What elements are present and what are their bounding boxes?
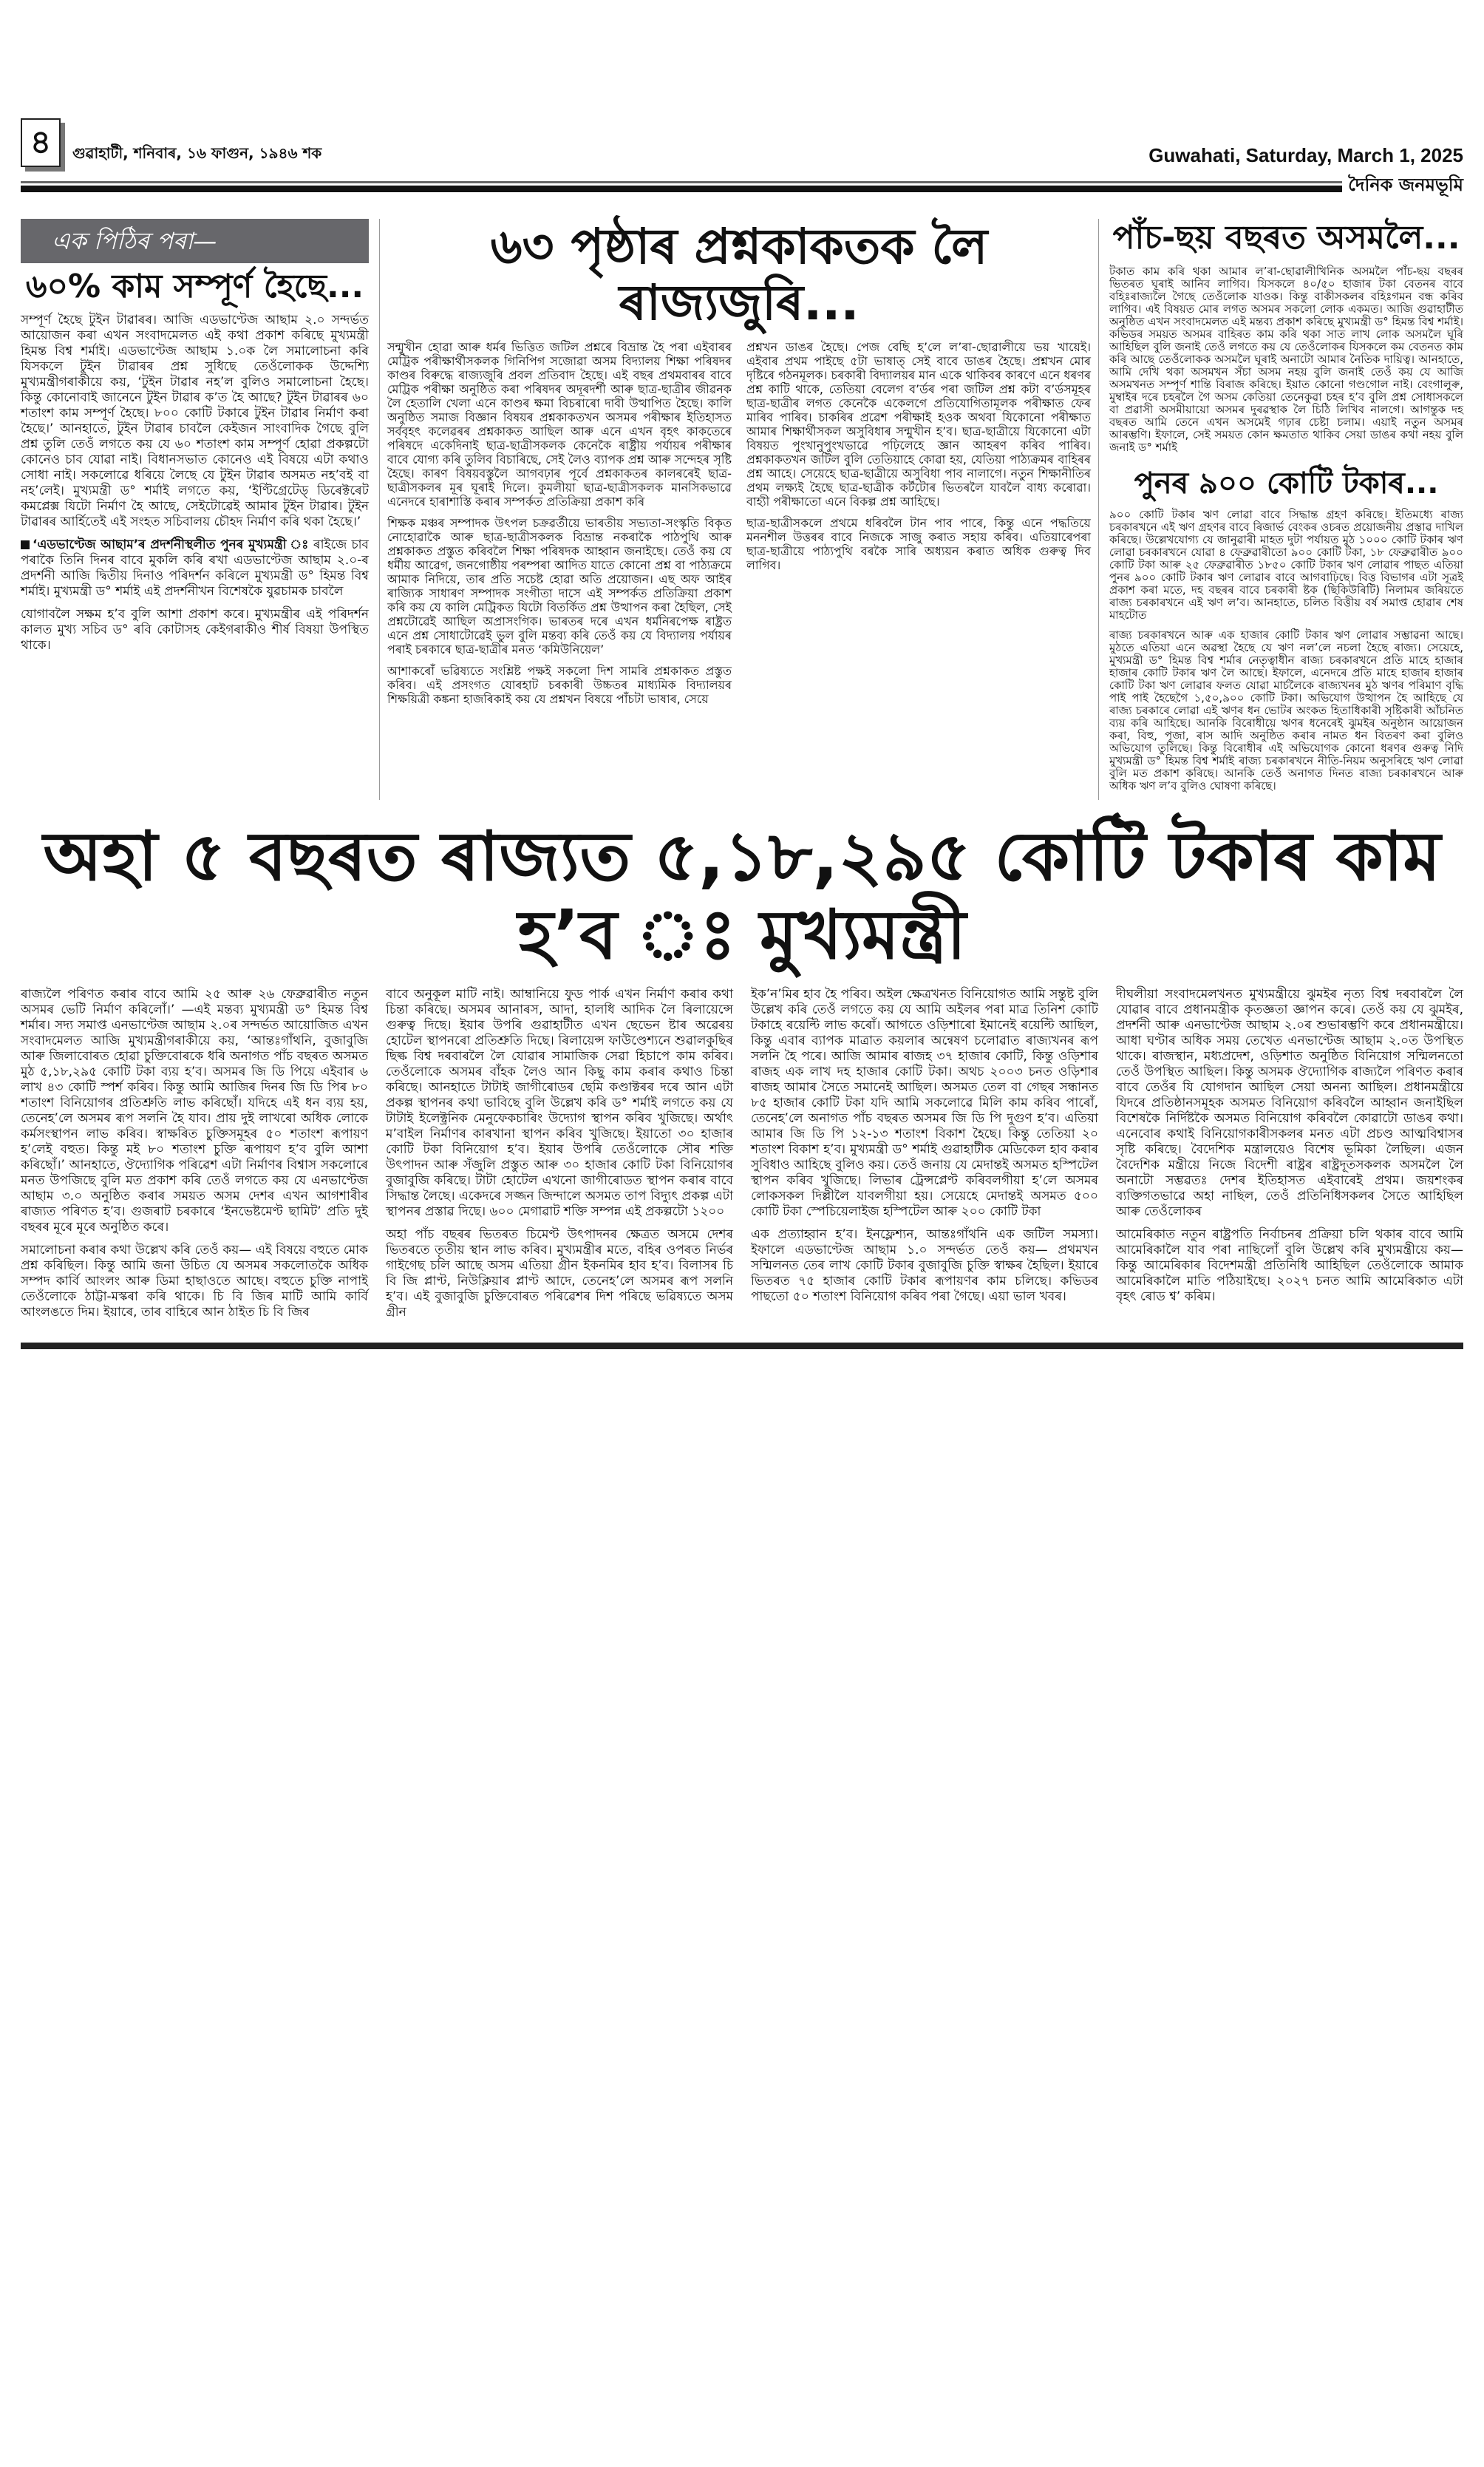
paragraph: দীঘলীয়া সংবাদমেলখনত মুখ্যমন্ত্ৰীয়ে ঝুমইৰ নৃত্য বিশ্ব দৰবাৰলৈ লৈ যোৱাৰ বাবে প্ৰধানমন্ত্ৰীক কৃতজ্ঞতা জ্ঞাপন কৰে। তেওঁ কয় যে ঝুমইৰ, প্ৰদৰ্শনী আৰু এনভাণ্টেজ আছাম ২.০ৰ শুভাৰম্ভণি কৰে প্ৰধানমন্ত্ৰীয়ে। আধা ঘণ্টাৰ অধিক সময় তেখেত এনভাণ্টেজ আছাম ২.০ত উপস্থিত থাকে। ৰাজস্থান, মধ্যপ্ৰদেশ, ওড়িশাত অনুষ্ঠিত বিনিয়োগ সন্মিলনতো তেওঁ উপস্থিত আছিল। কিন্তু অসমক ঔদ্যোগিক ৰাজ্যলৈ পৰিণত কৰাৰ বাবে তেওঁৰ যি যোগদান আছিল সেয়া অনন্য আছিল। প্ৰধানমন্ত্ৰীয়ে যিদৰে প্ৰতিষ্ঠানসমূহক অসমত বিনিয়োগ কৰিবলৈ আহ্বান জনাইছিল বিশেষকৈ নিৰ্দিষ্টকৈ অসমত বিনিয়োগ কৰিবলৈ কোৱাটো ডাঙৰ কথা। এনেবোৰ কথাই বিনিয়োগকাৰীসকলৰ মনত এটা প্ৰচণ্ড আত্মবিশ্বাসৰ সৃষ্টি কৰিছে। বৈদেশিক মন্ত্ৰালয়েও বিশেষ ভূমিকা লৈছিল। এজন বৈদেশিক মন্ত্ৰীয়ে নিজে বিদেশী ৰাষ্ট্ৰৰ ৰাষ্ট্ৰদূতসকলক অসমলৈ লৈ অনাটো সম্ভৱতঃ দেশৰ ইতিহাসত এইবাৰেই প্ৰথম। জয়শংকৰ ব্যক্তিগতভাৱে অহা নাছিল, তেওঁ প্ৰতিনিধিসকলৰ সৈতে আহিছিল আৰু তেওঁলোকৰ xyxy=(1116,987,1463,1220)
left-headline: ৬০% কাম সম্পূৰ্ণ হৈছে... xyxy=(25,268,364,305)
paragraph xyxy=(21,537,369,600)
masthead: দৈনিক জনমভূমি xyxy=(1348,174,1463,195)
page-number: ৪ xyxy=(21,118,61,167)
header-rules xyxy=(21,172,1463,201)
lead-col-3 xyxy=(751,987,1098,1328)
paragraph: যোগাবলৈ সক্ষম হ’ব বুলি আশা প্ৰকাশ কৰে। মুখ্যমন্ত্ৰীৰ এই পৰিদৰ্শন কালত মুখ্য সচিব ড° ৰবি কোটাসহ কেইগৰাকীও শীৰ্ষ বিষয়া উপস্থিত থাকে। xyxy=(21,606,369,653)
newspaper-page xyxy=(21,0,1463,1453)
subhead: ‘এডভাণ্টেজ আছাম’ৰ প্ৰদৰ্শনীস্থলীত পুনৰ মুখ্যমন্ত্ৰী ঃ xyxy=(33,537,309,552)
middle-article xyxy=(379,219,1099,800)
right-articles xyxy=(1109,219,1463,800)
header-rule-thin xyxy=(21,181,1342,183)
lead-col-4 xyxy=(1116,987,1463,1328)
paragraph: ইক’ন’মিৰ হাব হৈ পৰিব। অইল ক্ষেত্ৰখনত বিনিয়োগত আমি সন্তুষ্ট বুলি উল্লেখ কৰি তেওঁ লগতে কয় যে আমি অইলৰ পৰা মাত্ৰ তিনিশ কোটি টকাহে ৰয়েল্টি লাভ কৰোঁ। আগতে ওড়িশাৰো ইমানেই ৰয়েল্টি আছিল, কিন্তু এবাৰ ব্যাপক মাত্ৰাত কয়লাৰ অন্বেষণ চলোৱাত ৰাজ্যখনৰ ৰূপ সলনি হৈ পৰে। আজি আমাৰ ৰাজহ ৩৭ হাজাৰ কোটি, কিন্তু ওড়িশাৰ ৰাজহ এক লাখ দহ হাজাৰ কোটি টকা। অথচ ২০০৩ চনত ওড়িশাৰ ৰাজহ আমাৰ সৈতে সমানেই আছিল। অসমত তেল বা গেছৰ সন্ধানত ৮৫ হাজাৰ কোটি টকা যদি আমি সকলোৱে মিলি কাম কৰিব পাৰোঁ, তেনেহ’লে অনাগত পাঁচ বছৰত অসমৰ জি ডি পি দুগুণ হ’ব। এতিয়া আমাৰ জি ডি পি ১২-১৩ শতাংশ বিকাশ হৈছে। কিন্তু তেতিয়া ২০ শতাংশ বিকাশ হ’ব। মুখ্যমন্ত্ৰী ড° শৰ্মাই গুৱাহাটীক মেডিকেল হাব কৰাৰ সুবিধাও আহিছে বুলিও কয়। তেওঁ জনায় যে মেদান্তই অসমত হস্পিটেল স্থাপন কৰিব খুজিছে। লিভাৰ ট্ৰেন্সপ্লেণ্ট কৰিবলগীয়া হ’লে অসমৰ লোকসকল দিল্লীলৈ যাবলগীয়া হয়। সেয়েহে মেদান্তই অসমত ৫০০ কোটি টকা স্পেচিয়েলাইজ হস্পিটেল আৰু ২০০ কোটি টকা xyxy=(751,987,1098,1220)
middle-headline: ৬৩ পৃষ্ঠাৰ প্ৰশ্নকাকতক লৈ ৰাজ্যজুৰি... xyxy=(490,218,988,331)
paragraph: অহা পাঁচ বছৰৰ ভিতৰত চিমেণ্ট উৎপাদনৰ ক্ষেত্ৰত অসমে দেশৰ ভিতৰতে তৃতীয় স্থান লাভ কৰিব। মুখ্যমন্ত্ৰীৰ মতে, বহিৰ ওপৰত নিৰ্ভৰ গাইগেছ চলি আছে অসম এতিয়া গ্ৰীন ইকনমিৰ হাব হ’ব। বিলাসৰ চি বি জি প্লাণ্ট, নিউক্লিয়াৰ প্লাণ্ট আদে, তেনেহ’লে অসমৰ ৰূপ সলনি হ’ব। এই বুজাবুজি চুক্তিবোৰত পৰিৱেশৰ দিশ পৰিছে ভৱিষ্যতে অসম গ্ৰীন xyxy=(386,1227,733,1320)
header-rule-thick xyxy=(21,186,1342,192)
paragraph: বাবে অনুকূল মাটি নাই। আম্বানিয়ে ফুড পাৰ্ক এখন নিৰ্মাণ কৰাৰ কথা চিন্তা কৰিছে। অসমৰ আনাৰস, আদা, হালধি আদিক লৈ ৰিলায়েন্সে গুৰুত্ব দিছে। ইয়াৰ উপৰি গুৱাহাটীত এখন ছেভেন ষ্টাৰ অৱেৰয় হোটেল স্থাপনৰো প্ৰতিশ্ৰুতি দিছে। ৰিলায়েন্স ফাউণ্ডেশ্যনে শুৱালকুছিৰ ছিল্ক বিশ্ব দৰবাৰলৈ লৈ যোৱাৰ সামাজিক সেৱা হিচাপে কাম কৰিব। তেওঁলোকে অসমৰ বাঁহক লৈও আন কিছু কাম কৰাৰ কথাও চিন্তা কৰিছে। আনহাতে টাটাই জাগীৰোডৰ ছেমি কণ্ডাক্টৰৰ দৰে আন এটা প্ৰকল্প স্থাপনৰ কথা ভাবিছে বুলি উল্লেখ কৰি ড° শৰ্মাই লগতে কয় যে টাটাই ইলেক্ট্ৰনিক মেনুফেকচাৰিং উদ্যোগ স্থাপন কৰিব খুজিছে। অৰ্থাৎ ম’বাইল নিৰ্মাণৰ কাৰখানা স্থাপন কৰিব খুজিছে। ইয়াতো ৩০ হাজাৰ কোটি টকা বিনিয়োগ হ’ব। ইয়াৰ উপৰি তেওঁলোকে সৌৰ শক্তি উৎপাদন আৰু সঁজুলি প্ৰস্তুত আৰু ৩০ হাজাৰ কোটি টকা বিনিয়োগৰ বুজাবুজি কৰিছে। টাটা হোটেল এখনো জাগীৰোডত স্থাপন কৰাৰ বাবে সিদ্ধান্ত লৈছে। একেদৰে সজ্জন জিন্দালে অসমত তাপ বিদ্যুৎ প্ৰকল্প এটা স্থাপনৰ প্ৰস্তাৱ দিছে। ৬০০ মেগাৱাট শক্তি সম্পন্ন এই প্ৰকল্পটো ১২০০ xyxy=(386,987,733,1220)
paragraph: ৰাজ্য চৰকাৰখনে আৰু এক হাজাৰ কোটি টকাৰ ঋণ লোৱাৰ সম্ভাৱনা আছে। মুঠতে এতিয়া এনে অৱস্থা হৈছে যে ঋণ নল’লে নচলা হৈছে ৰাজ্য। সেয়েহে, মুখ্যমন্ত্ৰী ড° হিমন্ত বিশ্ব শৰ্মাৰ নেতৃত্বাধীন ৰাজ্য চৰকাৰখনে প্ৰতি মাহে হাজাৰ হাজাৰ কোটি টকাৰ ঋণ লৈ আছে। ইফালে, এনেদৰে প্ৰতি মাহে হাজাৰ হাজাৰ কোটি টকা ঋণ লোৱাৰ ফলত যোৱা মাৰ্চলৈকে ৰাজ্যখনৰ মুঠ ঋণৰ পৰিমাণ বৃদ্ধি পাই পাই হৈছেগৈ ১,৫০,৯০০ কোটি টকা। অভিযোগ উত্থাপন হৈ আহিছে যে ৰাজ্য চৰকাৰে লোৱা এই ঋণৰ ধন ভোটৰ অংকত হিতাধিকাৰী সৃষ্টিকাৰী আঁচনিত ব্যয় কৰি আহিছে। আনকি বিৰোধীয়ে ঋণৰ ধনেৰেই ঝুমইৰ অনুষ্ঠান আয়োজন কৰা, বিহু, পূজা, ৰাস আদি অনুষ্ঠিত কৰাৰ নামত ধন বিতৰণ কৰা বুলিও অভিযোগ তুলিছে। কিন্তু বিৰোধীৰ এই অভিযোগক কোনো ধৰণৰ গুৰুত্ব নিদি মুখ্যমন্ত্ৰী ড° হিমন্ত বিশ্ব শৰ্মাই ৰাজ্য চৰকাৰখনে নীতি-নিয়ম অনুসৰিহে ঋণ লোৱা বুলি মত প্ৰকাশ কৰিছে। আনকি তেওঁ অনাগত দিনত ৰাজ্য চৰকাৰখনে আৰু অধিক ঋণ ল’ব বুলিও ঘোষণা কৰিছে। xyxy=(1109,628,1463,793)
paragraph: সম্পূৰ্ণ হৈছে টুইন টাৱাৰৰ। আজি এডভাণ্টেজ আছাম ২.০ সন্দৰ্ভত আয়োজন কৰা এখন সংবাদমেলত এই কথা প্ৰকাশ কৰিছে মুখ্যমন্ত্ৰী হিমন্ত বিশ্ব শৰ্মাই। এডভাণ্টেজ আছাম ১.০ক লৈ সমালোচনা কৰি যিসকলে টুইন টাৱাৰৰ প্ৰশ্ন সুধিছে তেওঁলোকক উদ্দেশ্যি মুখ্যমন্ত্ৰীগৰাকীয়ে কয়, ‘টুইন টাৱাৰ নহ’ল বুলিও সমালোচনা হৈছে। কিন্তু কোনোবাই জানেনে টুইন টাৱাৰ ক’ত হৈ আছে? টুইন টাৱাৰৰ ৬০ শতাংশ কাম সম্পূৰ্ণ হৈছে। ৮০০ কোটি টকাৰে টুইন টাৱাৰ নিৰ্মাণ কৰা হৈছে।’ আনহাতে, টুইন টাৱাৰ চাবলৈ কেইজন সাংবাদিক গৈছে বুলি প্ৰশ্ন তুলি তেওঁ লগতে কয় যে ৬০ শতাংশ কাম সম্পূৰ্ণ হোৱা প্ৰকল্পটো কোনেও চাব যোৱা নাই। বিধানসভাত কোনেও এই বিষয়ে এটা কথাও সোধা নাই। সকলোৱে ধৰিয়ে লৈছে যে টুইন টাৱাৰ অসমত নহ’বই বা নহ’লেই। মুখ্যমন্ত্ৰী ড° শৰ্মাই লগতে কয়, ‘ইণ্টিগ্ৰেটেড্ ডিৰেক্টৰেট কমপ্লেক্স যিটো নিৰ্মাণ হৈ আছে, সেইটোৱেই আমাৰ টুইন টাৱাৰ। টুইন টাৱাৰৰ আৰ্হিতেই এই সংহত সচিবালয় চৌহদ নিৰ্মাণ কৰি থকা হৈছে।’ xyxy=(21,312,369,529)
right-article-body xyxy=(1109,265,1463,454)
paragraph: আমেৰিকাত নতুন ৰাষ্ট্ৰপতি নিৰ্বাচনৰ প্ৰক্ৰিয়া চলি থকাৰ বাবে আমি আমেৰিকালৈ যাব পৰা নাছিলোঁ বুলি উল্লেখ কৰি মুখ্যমন্ত্ৰীয়ে কয়— কিন্তু আমেৰিকাৰ বিদেশমন্ত্ৰী প্ৰতিনিধি আহিছিল তেওঁলোকে আমাক আমেৰিকালৈ মাতি পঠিয়াইছে। ২০২৭ চনত আমি আমেৰিকাত এটা বৃহৎ ৰোড শ্ব’ কৰিম। xyxy=(1116,1227,1463,1305)
paragraph: ৰাজ্যলৈ পৰিণত কৰাৰ বাবে আমি ২৫ আৰু ২৬ ফেব্ৰুৱাৰীত নতুন অসমৰ ভেটি নিৰ্মাণ কৰিলোঁ।’ —এই মন্তব্য মুখ্যমন্ত্ৰী ড° হিমন্ত বিশ্ব শৰ্মাৰ। সদ্য সমাপ্ত এনভাণ্টেজ আছাম ২.০ৰ সন্দৰ্ভত আয়োজিত এখন সংবাদমেলত আজি মুখ্যমন্ত্ৰীগৰাকীয়ে কয়, ‘আন্তঃগাঁথনি, বুজাবুজি আৰু জিলাবোৰত হোৱা চুক্তিবোৰকে ধৰি অনাগত পাঁচ বছৰত অসমত মুঠ ৫,১৮,২৯৫ কোটি টকা ব্যয় হ’ব। অসমৰ জি ডি পিয়ে এইবাৰ ৬ লাখ ৪৩ কোটি স্পৰ্শ কৰিব। কিন্তু আমি আজিৰ দিনৰ জি ডি পিৰ ৮০ শতাংশ বিনিয়োগৰ প্ৰতিশ্ৰুতি লাভ কৰিছোঁ। যদিহে এই ধন ব্যয় হয়, তেনেহ’লে অসমৰ ৰূপ সলনি হৈ যাব। প্ৰায় দুই লাখৰো অধিক লোকে কৰ্মসংস্থাপন লাভ কৰিব। স্বাক্ষৰিত চুক্তিসমূহৰ ৫০ শতাংশ ৰূপায়ণ হ’লেই বহুত। কিন্তু মই ৮০ শতাংশ চুক্তি ৰূপায়ণ হ’ব বুলি আশা কৰিছোঁ।’ আনহাতে, ঔদ্যোগিক পৰিৱেশ এটা নিৰ্মাণৰ বিশ্বাস সকলোৰে মনত উপজিছে বুলি মত প্ৰকাশ কৰি তেওঁ লগতে কয় যে এনভাণ্টেজ আছাম ৩.০ অনুষ্ঠিত কৰাৰ সময়ত অসম দেশৰ এখন আগশাৰীৰ ৰাজ্যত পৰিণত হ’ব। গুজৰাট চৰকাৰে ‘ইনভেষ্টমেণ্ট ছামিট’ প্ৰতি দুই বছৰৰ মূৰে মূৰে অনুষ্ঠিত কৰে। xyxy=(21,987,368,1235)
paragraph-text: ৰাইজে চাব পৰাকৈ তিনি দিনৰ বাবে মুকলি কৰি ৰখা এডভাণ্টেজ আছাম ২.০-ৰ প্ৰদৰ্শনী আজি দ্বিতীয় দিনাও পৰিদৰ্শন কৰিলে মুখ্যমন্ত্ৰী ড° হিমন্ত বিশ্ব শৰ্মাই। মুখ্যমন্ত্ৰী ড° শৰ্মাই এই প্ৰদৰ্শনীখন বিশেষকৈ যুৱচামক চাবলৈ xyxy=(21,537,370,599)
paragraph: সমালোচনা কৰাৰ কথা উল্লেখ কৰি তেওঁ কয়— এই বিষয়ে বহুতে মোক প্ৰশ্ন কৰিছিল। কিন্তু আমি জনা উচিত যে অসমৰ সকলোতকৈ অধিক সম্পদ কাৰ্বি আংলং আৰু ডিমা হাছাওতে আছে। বহুতে চুক্তি নাপাই তেওঁলোকে ঠাট্টা-মস্কৰা কৰি থাকে। চি বি জিৰ মাটি আমি কাৰ্বি আংলঙতে দিম। ইয়াৰে, তাৰ বাহিৰে আন ঠাইত চি বি জিৰ xyxy=(21,1243,368,1320)
middle-article-col-1 xyxy=(387,340,732,713)
paragraph: টকাত কাম কৰি থকা আমাৰ ল’ৰা-ছোৱালীখিনিক অসমলৈ পাঁচ-ছয় বছৰৰ ভিতৰত ঘূৰাই আনিব লাগিব। যিসকলে ৪০/৫০ হাজাৰ টকা বেতনৰ বাবে বহিঃৰাজ্যলৈ গৈছে তেওঁলোক যাওক। কিন্তু বাকীসকলৰ বহিঃগমন বন্ধ কৰিব লাগিব। এই বিষয়ত মোৰ লগত অসমৰ সকলো লোক একমত। আজি গুৱাহাটীত অনুষ্ঠিত এখন সংবাদমেলত এই মন্তব্য প্ৰকাশ কৰিছে মুখ্যমন্ত্ৰী ড° হিমন্ত বিশ্ব শৰ্মাই। কভিডৰ সময়ত অসমৰ বাহিৰত কাম কৰি থকা সাত লাখ লোক অসমলৈ ঘূৰি আহিছিল বুলি জনাই তেওঁ লগতে কয় যে তেওঁলোকৰ যিসকলে কম বেতনত কাম কৰি আছে তেওঁলোকক অসমলৈ ঘূৰাই অনাটো আমাৰ নৈতিক দায়িত্ব। আনহাতে, আমি দেখি থকা অসমখন সঁচা অসম নহয় বুলি জনাই তেওঁ কয় যে আজি অসমখনত সম্পূৰ্ণ শান্তি বিৰাজ কৰিছে। ইয়াত কোনো গণ্ডগোল নাই। বেংগালুৰু, মুম্বাইৰ দৰে চহৰলৈ গৈ অসম কেতিয়া তেনেকুৱা চহৰ হ’ব বুলি প্ৰশ্ন সোধাসকলে বা প্ৰৱাসী অসমীয়ায়ো অসমৰ দুৰৱস্থাক লৈ চিঠি লিখিব নালগে। আগন্তুক দহ বছৰত আমি তেনে এখন অসমেই গঢ়াৰ চেষ্টা চলাম। এয়াই নতুন অসমৰ আৰম্ভণি। ইফালে, সেই সময়ত কোন ক্ষমতাত থাকিব সেয়া ডাঙৰ কথা নহয় বুলি জনাই ড° শৰ্মাই xyxy=(1109,264,1463,454)
top-section xyxy=(21,219,1463,800)
left-article-body xyxy=(21,313,369,654)
right-article-2-body xyxy=(1109,509,1463,793)
paragraph: ৯০০ কোটি টকাৰ ঋণ লোৱা বাবে সিদ্ধান্ত গ্ৰহণ কৰিছে। ইতিমধ্যে ৰাজ্য চৰকাৰখনে এই ঋণ গ্ৰহণৰ বাবে ৰিজাৰ্ভ বেংকৰ ওচৰত প্ৰয়োজনীয় প্ৰস্তাৱ দাখিল কৰিছে। উল্লেখযোগ্য যে জানুৱাৰী মাহত দুটা পৰ্যায়ত মুঠ ১০০০ কোটি টকাৰ ঋণ লোৱা চৰকাৰখনে যোৱা ৪ ফেব্ৰুৱাৰীতো ৯০০ কোটি টকা, ১৮ ফেব্ৰুৱাৰীত ৯০০ কোটি টকা আৰু ২৫ ফেব্ৰুৱাৰীত ১৮৫০ কোটি টকাৰ ঋণ লোৱাৰ পাছত এতিয়া পুনৰ ৯০০ কোটি টকাৰ ঋণ লোৱাৰ বাবে আগবাঢ়িছে। বিত্ত বিভাগৰ এটা সূত্ৰই প্ৰকাশ কৰা মতে, দহ বছৰৰ বাবে চৰকাৰী ষ্টক (ছিকিউৰিটি) নিলামৰ জৰিয়তে ৰাজ্য চৰকাৰখনে এই ঋণ ল’ব। আনহাতে, চলিত বিত্তীয় বৰ্ষ সমাপ্ত হোৱাৰ শেষ মাহটোত xyxy=(1109,507,1463,622)
lead-col-1 xyxy=(21,987,368,1328)
date-assamese: গুৱাহাটী, শনিবাৰ, ১৬ ফাগুন, ১৯৪৬ শক xyxy=(72,144,322,162)
right-headline-2: পুনৰ ৯০০ কোটি টকাৰ... xyxy=(1134,466,1439,500)
section-label: এক পিঠিৰ পৰা— xyxy=(21,219,369,263)
middle-article-col-2 xyxy=(746,340,1091,713)
bullet-square-icon xyxy=(21,540,30,549)
paragraph: আশাকৰোঁ ভৱিষ্যতে সংশ্লিষ্ট পক্ষই সকলো দিশ সামৰি প্ৰশ্নকাকত প্ৰস্তুত কৰিব। এই প্ৰসংগত যোৰহাট চৰকাৰী উচ্চতৰ মাধ্যমিক বিদ্যালয়ৰ শিক্ষয়িত্ৰী কঙ্কনা হাজৰিকাই কয় যে প্ৰশ্নখন বিষয়ে পাঁচটা ভাষাৰ, সেয়ে xyxy=(387,663,732,706)
paragraph: প্ৰশ্নখন ডাঙৰ হৈছে। পেজ বেছি হ’লে ল’ৰা-ছোৱালীয়ে ভয় খায়েই। এইবাৰ প্ৰথম পাইছে ৫টা ভাষাত্ সেই বাবে ডাঙৰ হৈছে। প্ৰশ্নখন মোৰ দৃষ্টিৰে গঠনমূলক। চৰকাৰী বিদ্যালয়ৰ মান একে থাকিবৰ কাৰণে এনে ধৰণৰ প্ৰশ্ন কাটি থাকে, তেতিয়া বেলেগ ব’ৰ্ডৰ পৰা জটিল প্ৰশ্ন কটা ব’ৰ্ডসমূহৰ ছাত্ৰ-ছাত্ৰীৰ লগত কেনেকৈ একেলগে প্ৰতিযোগিতামূলক পৰীক্ষাত ফেৰ মাৰিব পাৰিব। চাকৰিৰ প্ৰৱেশ পৰীক্ষাই হওক অথবা যিকোনো পৰীক্ষাত আমাৰ শিক্ষাৰ্থীসকল অসুবিধাৰ সন্মুখীন হ’ব। ছাত্ৰ-ছাত্ৰীয়ে যিকোনো এটা বিষয়ত পুংখানুপুংখভাৱে পঢ়িলেহে জ্ঞান আহৰণ কৰিব পাৰিব। প্ৰশ্নকাকতখন জটিল বুলি তেতিয়াহে কোৱা হয়, যেতিয়া পাঠ্যক্ৰমৰ বাহিৰৰ প্ৰশ্ন আহে। সেয়েহে ছাত্ৰ-ছাত্ৰীয়ে অসুবিধা পাব নালাগে। নতুন শিক্ষানীতিৰ প্ৰথম লক্ষ্যই হৈছে ছাত্ৰ-ছাত্ৰীক কৰ্টটোৰ ভিতৰলৈ যাবলৈ বাধ্য কৰোৱা। বাহ্যী পৰীক্ষাতো এনে বিকল্প প্ৰশ্ন আহিছে। xyxy=(746,339,1091,509)
paragraph: শিক্ষক মঞ্চৰ সম্পাদক উৎপল চক্ৰৱৰ্তীয়ে ভাৰতীয় সভ্যতা-সংস্কৃতি বিকৃত নোহোৱাকৈ আৰু ছাত্ৰ-ছাত্ৰীসকলক বিভ্ৰান্ত নকৰাকৈ পাঠপুথি আৰু প্ৰশ্নকাকত প্ৰস্তুত কৰিবলৈ শিক্ষা পৰিষদক আহ্বান জনাইছে। তেওঁ কয় যে ধৰ্মীয় আৱেগ, জনগোষ্ঠীয় পৰম্পৰা আদিত যাতে কোনো প্ৰশ্ন বা পাঠ্যক্ৰমে আমাক নিদিয়ে, তাৰ প্ৰতি সচেষ্ট হোৱা অতি প্ৰয়োজন। এছ অফ আইৰ ৰাজ্যিক সাধাৰণ সম্পাদক সংগীতা দাসে এই সম্পৰ্কত প্ৰতিক্ৰিয়া প্ৰকাশ কৰি কয় যে কালি মেট্ৰিকত যিটো বিতৰ্কিত প্ৰশ্ন উত্থাপন কৰা হৈছিল, সেই প্ৰশ্নটোৱেই আছিল অপ্ৰাসংগিক। ভাৰতৰ দৰে এখন ধৰ্মনিৰপেক্ষ ৰাষ্ট্ৰত এনে প্ৰশ্ন সোধাটোৱেই ভুল বুলি মন্তব্য কৰি তেওঁ কয় যে বিদ্যালয় পৰ্যায়ৰ পৰাই চৰকাৰে ছাত্ৰ-ছাত্ৰীৰ মনত ‘কমিউনিয়েল’ xyxy=(387,515,732,656)
footer-rule xyxy=(21,1343,1463,1349)
paragraph: সন্মুখীন হোৱা আৰু ধৰ্মৰ ভিত্তিত জটিল প্ৰশ্নৰে বিভ্ৰান্ত হৈ পৰা এইবাৰৰ মেট্ৰিক পৰীক্ষাৰ্থীসকলক গিনিপিগ সজোৱা অসম বিদ্যালয় শিক্ষা পৰিষদৰ কাণ্ডৰ বিৰুদ্ধে ৰাজ্যজুৰি প্ৰবল প্ৰতিবাদ হৈছে। এই বছৰ প্ৰথমবাৰৰ বাবে মেট্ৰিক পৰীক্ষা অনুষ্ঠিত কৰা পৰিষদৰ অদূৰদৰ্শী আৰু ছাত্ৰ-ছাত্ৰীৰ জীৱনক লৈ হেতালি খেলা এনে কাণ্ডৰ ক্ষমা বিচৰাৰো দাবী উত্থাপিত হৈছে। কালি অনুষ্ঠিত সমাজ বিজ্ঞান বিষয়ৰ প্ৰশ্নকাকতখন অসমৰ পৰীক্ষাৰ ইতিহাসত সৰ্ববৃহৎ কলেৱৰৰ প্ৰশ্নকাকত আছিল আৰু এনে এখন বৃহৎ কাকতেৰে পৰিষদে একেদিনাই ছাত্ৰ-ছাত্ৰীসকলক কেনেকৈ ৰাষ্ট্ৰীয় পৰ্যায়ৰ পৰীক্ষাৰ বাবে যোগ্য কৰি তুলিব বিচাৰিছে, সেই লৈও ব্যাপক প্ৰশ্ন আৰু সন্দেহৰ সৃষ্টি হৈছে। কাৰণ বিষয়বস্তুলৈ আগবঢ়াৰ পূৰ্বে প্ৰশ্নকাকতৰ কালৰৰেই ছাত্ৰ-ছাত্ৰীসকলৰ মূৰ ঘূৰাই দিলে। কুমলীয়া ছাত্ৰ-ছাত্ৰীসকলক মানসিকভাৱে এনেদৰে হাৰাশাস্তি কৰাৰ সম্পৰ্কত প্ৰতিক্ৰিয়া প্ৰকাশ কৰি xyxy=(387,339,732,509)
right-headline: পাঁচ-ছয় বছৰত অসমলৈ... xyxy=(1112,219,1460,257)
date-english: Guwahati, Saturday, March 1, 2025 xyxy=(1148,144,1463,166)
page-header xyxy=(21,118,1463,167)
lead-article xyxy=(21,987,1463,1328)
lead-col-2 xyxy=(386,987,733,1328)
paragraph: এক প্ৰত্যাহ্বান হ’ব। ইনফ্লেশ্যন, আন্তঃগাঁথনি এক জটিল সমস্যা। ইফালে এডভাণ্টেজ আছাম ১.০ সন্দৰ্ভত তেওঁ কয়— প্ৰথমখন সন্মিলনত তেৰ লাখ কোটি টকাৰ বুজাবুজি চুক্তি স্বাক্ষৰ হৈছিল। ইয়াৰে ভিতৰত ৭৫ হাজাৰ কোটি টকাৰ ৰূপায়ণৰ কাম চলিছে। কভিডৰ পাছতো ৫০ শতাংশ বিনিয়োগ কৰিব পৰা গৈছে। এয়া ভাল খবৰ। xyxy=(751,1227,1098,1305)
left-article xyxy=(21,219,369,800)
lead-headline: অহা ৫ বছৰত ৰাজ্যত ৫,১৮,২৯৫ কোটি টকাৰ কাম হ’ব ঃ মুখ্যমন্ত্ৰী xyxy=(43,816,1441,974)
paragraph: ছাত্ৰ-ছাত্ৰীসকলে প্ৰথমে ধৰিবলৈ টান পাব পাৰে, কিন্তু এনে পদ্ধতিয়ে মননশীল উত্তৰৰ বাবে নিজকে সাজু কৰাত সহায় কৰিব। এতিয়াৰেপৰা ছাত্ৰ-ছাত্ৰীয়ে পাঠ্যপুথি বৰকৈ সাৰি অধ্যয়ন কৰাত অধিক গুৰুত্ব দিব লাগিব। xyxy=(746,515,1091,572)
